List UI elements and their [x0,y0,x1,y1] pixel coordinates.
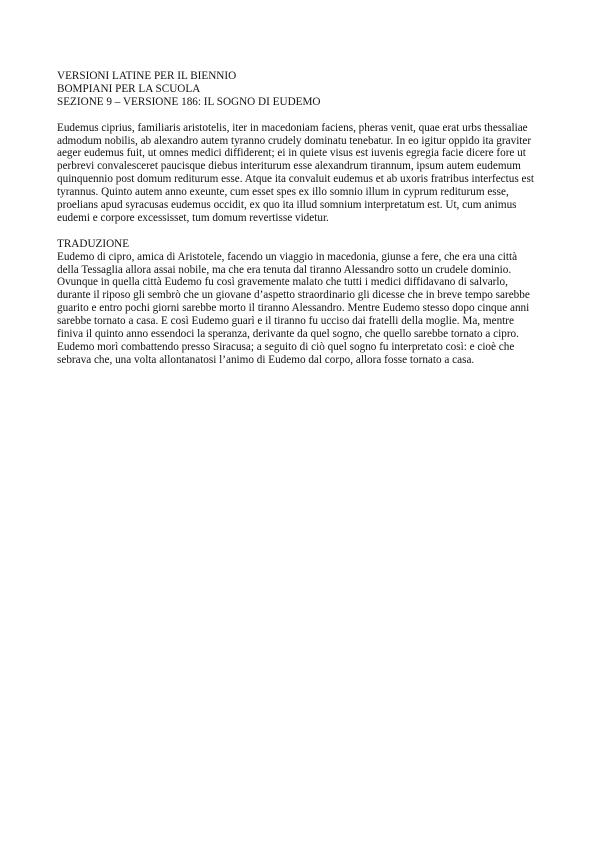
latin-text-paragraph: Eudemus ciprius, familiaris aristotelis, iter in macedoniam faciens, pheras venit, quae erat urbs thessaliae admodum nobilis, ab alexandro autem tyranno crudely dominatu tenebatur. In eo igitur oppido ita graviter aeger eudemus fuit, ut omnes medici diffiderent; ei in quiete visus est iuvenis egregia facie dicere fore ut perbrevi convalesceret paucisque diebus interiturum esse alexandrum tirannum, ipsum autem eudemum quinquennio post domum rediturum esse. Atque ita convaluit eudemus et ab uxoris fratribus interfectus est tyrannus. Quinto autem anno exeunte, cum esset spes ex illo somnio illum in cyprum rediturum esse, proelians apud syracusas eudemus occidit, ex quo ita illud somnium interpretatum est. Ut, cum animus eudemi e corpore excessisset, tum domum revertisse videtur. [57,121,534,224]
header-publisher: BOMPIANI PER LA SCUOLA [57,82,201,95]
spacer [57,109,535,122]
document-page [57,70,535,367]
translation-paragraph: Eudemo di cipro, amica di Aristotele, facendo un viaggio in macedonia, giunse a fere, che era una città della Tessaglia allora assai nobile, ma che era tenuta dal tiranno Alessandro sotto un crudele dominio. Ovunque in quella città Eudemo fu così gravemente malato che tutti i medici diffidavano di salvarlo, durante il riposo gli sembrò che un giovane d’aspetto straordinario gli dicesse che in breve tempo sarebbe guarito e entro pochi giorni sarebbe morto il tiranno Alessandro. Mentre Eudemo stesso dopo cinque anni sarebbe tornato a casa. E così Eudemo guarì e il tiranno fu ucciso dai fratelli della moglie. Ma, mentre finiva il quinto anno essendoci la speranza, derivante da quel sogno, che quello sarebbe tornato a cipro. Eudemo morì combattendo presso Siracusa; a seguito di ciò quel sogno fu interpretato così: e cioè che sebrava che, una volta allontanatosi l’animo di Eudemo dal corpo, allora fosse tornato a casa. [57,250,530,366]
spacer [57,225,535,238]
header-series-title: VERSIONI LATINE PER IL BIENNIO [57,70,237,82]
translation-heading: TRADUZIONE [57,237,130,250]
document-header [57,70,535,109]
header-section-title: SEZIONE 9 – VERSIONE 186: IL SOGNO DI EUDEMO [57,95,321,108]
translation-section [57,238,535,367]
